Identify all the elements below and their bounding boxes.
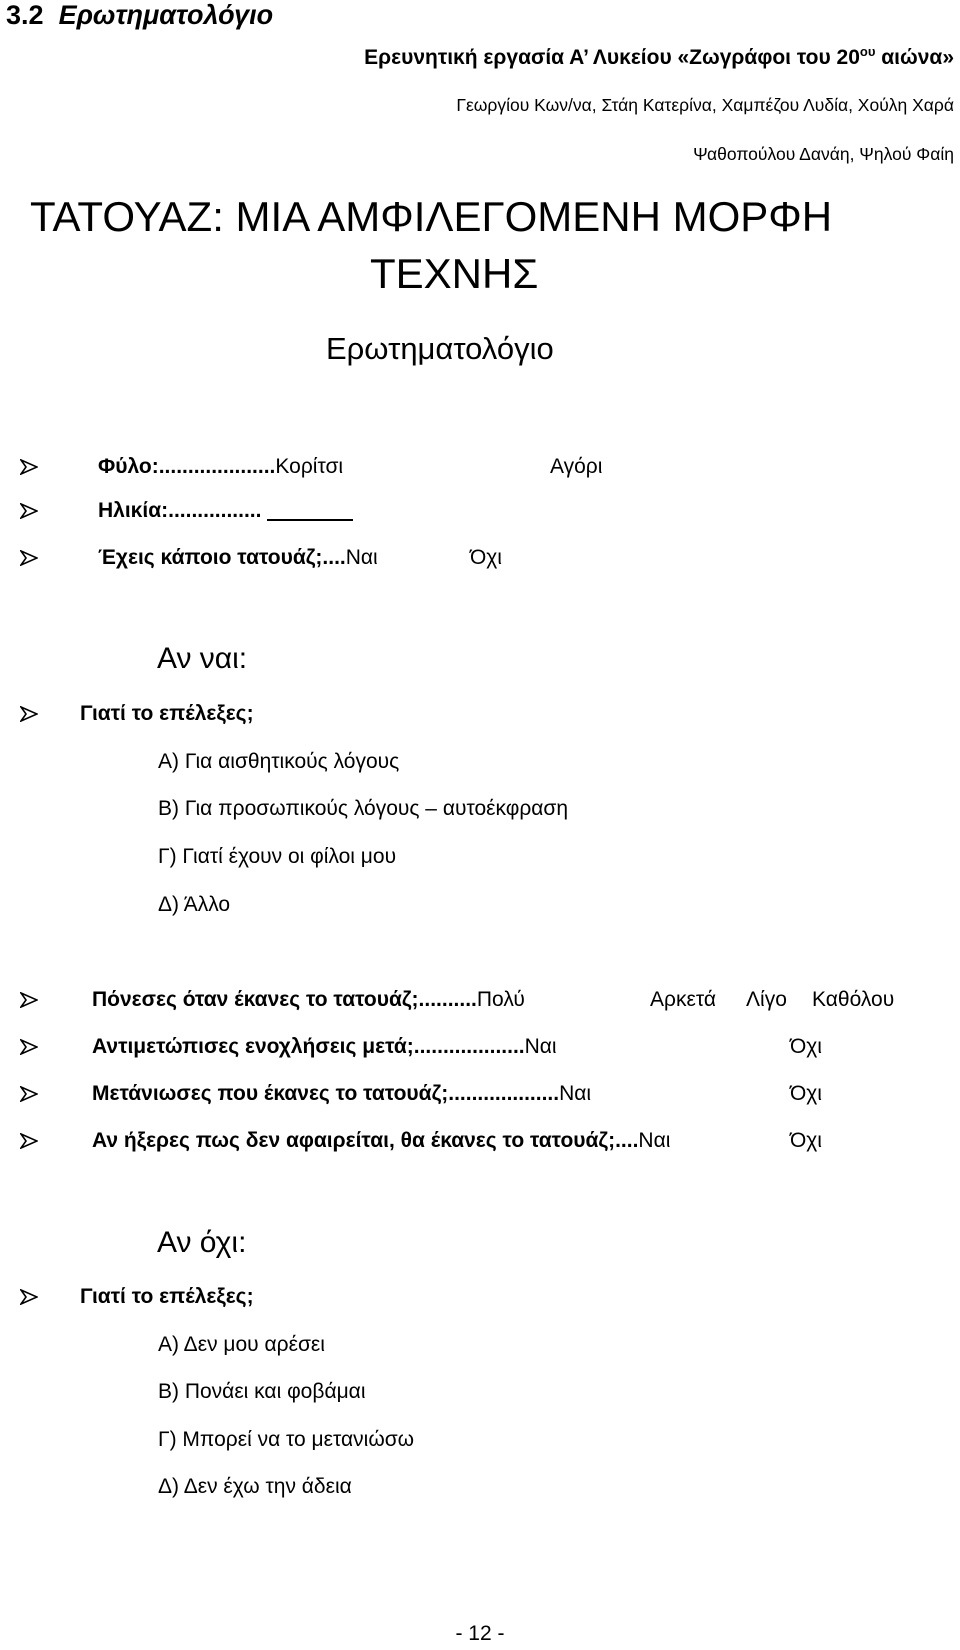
pain-option-little[interactable]: Λίγο [746,988,787,1011]
yes-reason-b[interactable]: Β) Για προσωπικούς λόγους – αυτοέκφραση [158,797,569,820]
no-reason-b[interactable]: Β) Πονάει και φοβάμαι [158,1380,366,1403]
tattoo-question [20,546,502,570]
section-title-text: Ερωτηματολόγιο [58,0,274,30]
questionnaire-label: Ερωτηματολόγιο [326,331,554,366]
harassment-question [20,1035,822,1059]
permanent-question [20,1129,822,1153]
permanent-option-no[interactable]: Όχι [790,1129,822,1152]
why-chosen-yes-label: Γιατί το επέλεξες; [80,702,254,725]
if-yes-heading: Αν ναι: [157,642,248,675]
pain-label: Πόνεσες όταν έκανες το τατουάζ;.......... [92,988,477,1011]
subtitle-text: Ερευνητική εργασία Α’ Λυκείου «Ζωγράφοι του 20 [364,46,860,69]
gender-option-girl[interactable]: Κορίτσι [275,455,344,478]
harassment-option-yes[interactable]: Ναι [524,1035,557,1058]
pain-option-much[interactable]: Πολύ [476,988,525,1011]
authors-line-2: Ψαθοπούλου Δανάη, Ψηλού Φαίη [693,144,954,164]
arrow-bullet-icon [20,550,64,566]
why-chosen-yes-question [20,702,254,726]
tattoo-option-no[interactable]: Όχι [470,546,502,569]
tattoo-option-yes[interactable]: Ναι [345,546,378,569]
harassment-option-no[interactable]: Όχι [790,1035,822,1058]
gender-question [20,455,603,479]
regret-option-no[interactable]: Όχι [790,1082,822,1105]
arrow-bullet-icon [20,706,64,722]
permanent-option-yes[interactable]: Ναι [638,1129,671,1152]
why-chosen-no-question [20,1285,254,1309]
tattoo-label: Έχεις κάποιο τατουάζ;.... [98,546,346,569]
age-label: Ηλικία:................ [98,499,262,522]
main-title-line-2: ΤΕΧΝΗΣ [370,250,539,297]
research-subtitle [364,44,954,70]
why-chosen-no-label: Γιατί το επέλεξες; [80,1285,254,1308]
no-reason-d[interactable]: Δ) Δεν έχω την άδεια [158,1475,352,1498]
section-number: 3.2 [6,0,44,30]
arrow-bullet-icon [20,503,64,519]
age-question [20,499,353,523]
yes-reason-a[interactable]: Α) Για αισθητικούς λόγους [158,750,400,773]
arrow-bullet-icon [20,1133,64,1149]
arrow-bullet-icon [20,459,64,475]
regret-label: Μετάνιωσες που έκανες το τατουάζ;................... [92,1082,560,1105]
page-number: - 12 - [455,1622,505,1645]
yes-reason-d[interactable]: Δ) Άλλο [158,893,231,916]
subtitle-sup: ου [859,44,876,59]
harassment-label: Αντιμετώπισες ενοχλήσεις μετά;................... [92,1035,525,1058]
permanent-label: Αν ήξερες πως δεν αφαιρείται, θα έκανες το τατουάζ;.... [92,1129,639,1152]
yes-reason-c[interactable]: Γ) Γιατί έχουν οι φίλοι μου [158,845,397,868]
regret-question [20,1082,822,1106]
regret-option-yes[interactable]: Ναι [559,1082,592,1105]
no-reason-a[interactable]: Α) Δεν μου αρέσει [158,1333,325,1356]
arrow-bullet-icon [20,1039,64,1055]
arrow-bullet-icon [20,992,64,1008]
no-reason-c[interactable]: Γ) Μπορεί να το μετανιώσω [158,1428,415,1451]
pain-option-quite[interactable]: Αρκετά [650,988,716,1011]
if-no-heading: Αν όχι: [157,1226,247,1259]
section-title [6,0,273,31]
pain-question [20,988,895,1012]
gender-option-boy[interactable]: Αγόρι [550,455,603,478]
arrow-bullet-icon [20,1086,64,1102]
main-title-line-1: ΤΑΤΟΥΑΖ: ΜΙΑ ΑΜΦΙΛΕΓΟΜΕΝΗ ΜΟΡΦΗ [30,193,833,240]
pain-option-not-at-all[interactable]: Καθόλου [812,988,895,1011]
age-blank-field[interactable] [267,501,353,521]
subtitle-tail: αιώνα» [875,46,954,69]
authors-line-1: Γεωργίου Κων/να, Στάη Κατερίνα, Χαμπέζου Λυδία, Χούλη Χαρά [456,95,954,115]
arrow-bullet-icon [20,1289,64,1305]
gender-label: Φύλο:.................... [98,455,276,478]
